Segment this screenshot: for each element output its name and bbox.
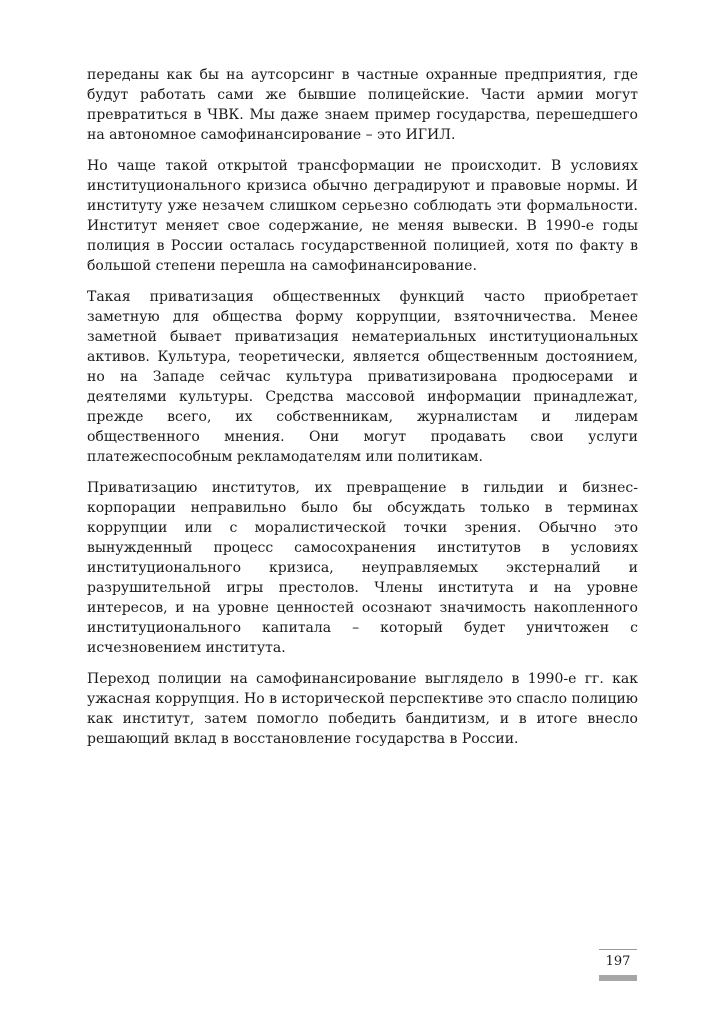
page-number-box: [599, 949, 637, 989]
paragraph-1: переданы как бы на аутсорсинг в частные охранные предприятия, где будут работать сами же бывшие полицейские. Части армии могут превратиться в ЧВК. Мы даже знаем пример государства, перешедшего на автономное самофинансирование – это ИГИЛ.: [87, 67, 638, 143]
page-number: 197: [605, 954, 631, 969]
body-text: [87, 65, 638, 760]
paragraph-4: Приватизацию институтов, их превращение в гильдии и бизнес-корпорации неправильно было бы обсуждать только в терминах коррупции или с моралистической точки зрения. Обычно это вынужденный процесс самосохранения институтов в условиях институционального кризиса, неуправляемых экстерналий и разрушительной игры престолов. Члены института и на уровне интересов, и на уровне ценностей осознают значимость накопленного институционального капитала – который будет уничтожен с исчезновением института.: [87, 480, 638, 656]
page-number-top-rule: [599, 949, 637, 950]
paragraph-2: Но чаще такой открытой трансформации не происходит. В условиях институционального кризиса обычно деградируют и правовые нормы. И институту уже незачем слишком серьезно соблюдать эти формальности. Институт меняет свое содержание, не меняя вывески. В 1990-е годы полиция в России осталась государственной полицией, хотя по факту в большой степени перешла на самофинансирование.: [87, 158, 638, 274]
paragraph-3: Такая приватизация общественных функций часто приобретает заметную для общества форму коррупции, взяточничества. Менее заметной бывает приватизация нематериальных институциональных активов. Культура, теоретически, является общественным достоянием, но на Западе сейчас культура приватизирована продюсерами и деятелями культуры. Средства массовой информации принадлежат, прежде всего, их собственникам, журналистам и лидерам общественного мнения. Они могут продавать свои услуги платежеспособным рекламодателям или политикам.: [87, 289, 638, 465]
paragraph-5: Переход полиции на самофинансирование выглядело в 1990-е гг. как ужасная коррупция. Но в исторической перспективе это спасло полицию как институт, затем помогло победить бандитизм, и в итоге внесло решающий вклад в восстановление государства в России.: [87, 671, 638, 747]
page-number-bar: [599, 975, 637, 981]
